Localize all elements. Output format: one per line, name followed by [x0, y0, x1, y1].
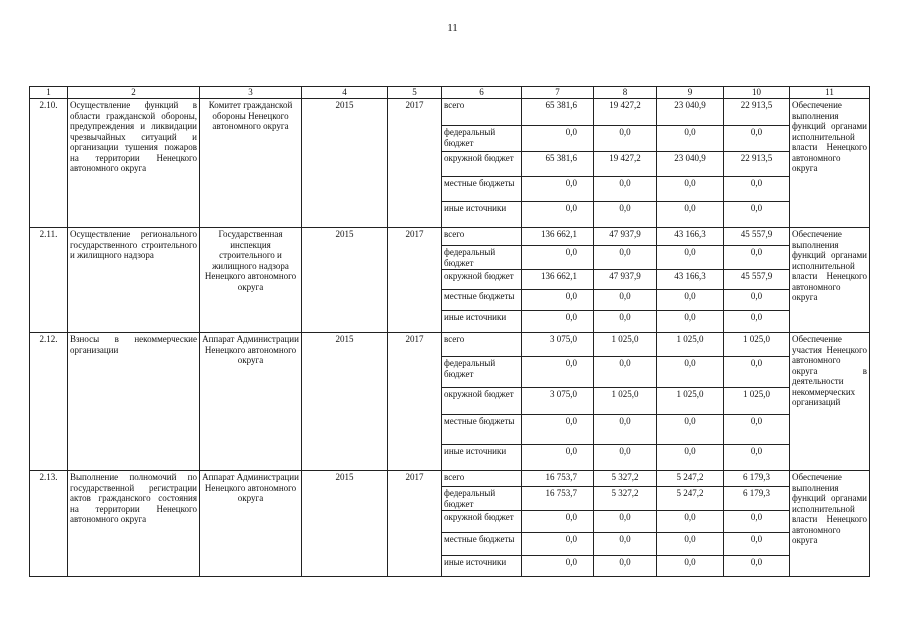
table-body [30, 87, 870, 577]
funding-amount: 136 662,1 [522, 270, 594, 290]
funding-amount: 0,0 [522, 415, 594, 445]
funding-source-label: всего [442, 333, 522, 357]
funding-amount: 47 937,9 [594, 228, 657, 246]
expected-result: Обеспечение выполнения функций органами исполнительной власти Ненецкого автономного округа [790, 99, 870, 228]
funding-amount: 0,0 [724, 445, 790, 471]
end-year: 2017 [388, 228, 442, 333]
column-header: 11 [790, 87, 870, 99]
funding-source-label: местные бюджеты [442, 290, 522, 311]
funding-amount: 5 247,2 [657, 471, 724, 487]
funding-amount: 0,0 [657, 311, 724, 333]
funding-amount: 45 557,9 [724, 270, 790, 290]
funding-amount: 23 040,9 [657, 152, 724, 177]
funding-amount: 0,0 [657, 126, 724, 152]
funding-source-label: федеральный бюджет [442, 246, 522, 270]
funding-amount: 0,0 [657, 290, 724, 311]
program-table [29, 86, 870, 577]
funding-amount: 43 166,3 [657, 270, 724, 290]
funding-amount: 3 075,0 [522, 333, 594, 357]
funding-amount: 0,0 [724, 311, 790, 333]
funding-source-label: иные источники [442, 556, 522, 577]
funding-amount: 0,0 [724, 246, 790, 270]
funding-amount: 136 662,1 [522, 228, 594, 246]
funding-amount: 0,0 [657, 533, 724, 556]
funding-amount: 0,0 [522, 445, 594, 471]
expected-result: Обеспечение выполнения функций органами исполнительной власти Ненецкого автономного округа [790, 471, 870, 577]
funding-amount: 16 753,7 [522, 487, 594, 511]
page-number: 11 [447, 22, 458, 34]
funding-amount: 0,0 [657, 556, 724, 577]
funding-amount: 0,0 [657, 246, 724, 270]
funding-amount: 0,0 [657, 357, 724, 388]
funding-amount: 0,0 [724, 511, 790, 533]
executor: Комитет гражданской обороны Ненецкого автономного округа [200, 99, 302, 228]
funding-amount: 5 327,2 [594, 487, 657, 511]
funding-amount: 1 025,0 [594, 388, 657, 415]
start-year: 2015 [302, 99, 388, 228]
table-row [30, 99, 870, 126]
funding-amount: 0,0 [657, 511, 724, 533]
activity-name: Выполнение полномочий по государственной регистрации актов гражданского состояния на территории Ненецкого автономного округа [68, 471, 200, 577]
funding-amount: 0,0 [522, 357, 594, 388]
column-header: 8 [594, 87, 657, 99]
funding-amount: 0,0 [724, 290, 790, 311]
funding-source-label: иные источники [442, 202, 522, 228]
funding-amount: 0,0 [522, 126, 594, 152]
funding-source-label: иные источники [442, 311, 522, 333]
executor: Государственная инспекция строительного и жилищного надзора Ненецкого автономного округа [200, 228, 302, 333]
funding-source-label: местные бюджеты [442, 533, 522, 556]
funding-amount: 5 247,2 [657, 487, 724, 511]
column-header: 5 [388, 87, 442, 99]
funding-amount: 0,0 [522, 177, 594, 202]
row-number: 2.11. [30, 228, 68, 333]
funding-amount: 0,0 [594, 311, 657, 333]
activity-name: Осуществление регионального государственного строительного и жилищного надзора [68, 228, 200, 333]
funding-amount: 0,0 [724, 357, 790, 388]
funding-amount: 1 025,0 [724, 333, 790, 357]
funding-amount: 1 025,0 [594, 333, 657, 357]
funding-amount: 0,0 [522, 533, 594, 556]
funding-amount: 22 913,5 [724, 152, 790, 177]
start-year: 2015 [302, 228, 388, 333]
column-header: 1 [30, 87, 68, 99]
funding-amount: 0,0 [594, 445, 657, 471]
funding-amount: 0,0 [657, 202, 724, 228]
funding-amount: 0,0 [724, 415, 790, 445]
funding-amount: 0,0 [724, 177, 790, 202]
funding-amount: 16 753,7 [522, 471, 594, 487]
column-header: 6 [442, 87, 522, 99]
funding-amount: 19 427,2 [594, 152, 657, 177]
start-year: 2015 [302, 333, 388, 471]
funding-source-label: всего [442, 471, 522, 487]
funding-amount: 0,0 [594, 415, 657, 445]
funding-amount: 23 040,9 [657, 99, 724, 126]
funding-amount: 0,0 [657, 445, 724, 471]
funding-amount: 0,0 [657, 177, 724, 202]
funding-source-label: местные бюджеты [442, 177, 522, 202]
funding-amount: 0,0 [522, 246, 594, 270]
funding-amount: 0,0 [594, 290, 657, 311]
funding-amount: 6 179,3 [724, 487, 790, 511]
column-header: 10 [724, 87, 790, 99]
funding-source-label: федеральный бюджет [442, 357, 522, 388]
funding-amount: 1 025,0 [657, 333, 724, 357]
end-year: 2017 [388, 471, 442, 577]
funding-amount: 65 381,6 [522, 152, 594, 177]
column-header: 2 [68, 87, 200, 99]
funding-amount: 0,0 [522, 290, 594, 311]
column-header: 3 [200, 87, 302, 99]
funding-source-label: всего [442, 99, 522, 126]
funding-amount: 43 166,3 [657, 228, 724, 246]
column-header: 9 [657, 87, 724, 99]
funding-source-label: федеральный бюджет [442, 487, 522, 511]
funding-amount: 19 427,2 [594, 99, 657, 126]
funding-amount: 22 913,5 [724, 99, 790, 126]
funding-source-label: местные бюджеты [442, 415, 522, 445]
funding-amount: 3 075,0 [522, 388, 594, 415]
table-row [30, 471, 870, 487]
row-number: 2.12. [30, 333, 68, 471]
funding-amount: 0,0 [594, 202, 657, 228]
table-row [30, 228, 870, 246]
funding-source-label: окружной бюджет [442, 270, 522, 290]
expected-result: Обеспечение участия Ненецкого автономного округа в деятельности некоммерческих организаций [790, 333, 870, 471]
funding-source-label: иные источники [442, 445, 522, 471]
funding-amount: 0,0 [594, 177, 657, 202]
funding-amount: 0,0 [594, 126, 657, 152]
funding-source-label: окружной бюджет [442, 511, 522, 533]
funding-amount: 0,0 [657, 415, 724, 445]
funding-amount: 1 025,0 [724, 388, 790, 415]
funding-amount: 0,0 [522, 511, 594, 533]
funding-amount: 47 937,9 [594, 270, 657, 290]
end-year: 2017 [388, 99, 442, 228]
table-row [30, 333, 870, 357]
column-numbers-row [30, 87, 870, 99]
funding-amount: 0,0 [724, 202, 790, 228]
funding-amount: 0,0 [594, 511, 657, 533]
funding-amount: 1 025,0 [657, 388, 724, 415]
start-year: 2015 [302, 471, 388, 577]
expected-result: Обеспечение выполнения функций органами исполнительной власти Ненецкого автономного округа [790, 228, 870, 333]
funding-amount: 0,0 [724, 533, 790, 556]
funding-amount: 0,0 [594, 533, 657, 556]
funding-amount: 0,0 [724, 556, 790, 577]
funding-amount: 0,0 [522, 556, 594, 577]
funding-amount: 0,0 [594, 556, 657, 577]
row-number: 2.10. [30, 99, 68, 228]
funding-amount: 5 327,2 [594, 471, 657, 487]
row-number: 2.13. [30, 471, 68, 577]
funding-source-label: окружной бюджет [442, 388, 522, 415]
funding-amount: 0,0 [522, 311, 594, 333]
column-header: 7 [522, 87, 594, 99]
funding-amount: 65 381,6 [522, 99, 594, 126]
funding-amount: 6 179,3 [724, 471, 790, 487]
funding-amount: 0,0 [522, 202, 594, 228]
funding-amount: 45 557,9 [724, 228, 790, 246]
activity-name: Осуществление функций в области гражданской обороны, предупреждения и ликвидации чрезвычайных ситуаций и организации тушения пожаров на территории Ненецкого автономного округа [68, 99, 200, 228]
end-year: 2017 [388, 333, 442, 471]
executor: Аппарат Администрации Ненецкого автономного округа [200, 471, 302, 577]
funding-source-label: федеральный бюджет [442, 126, 522, 152]
column-header: 4 [302, 87, 388, 99]
activity-name: Взносы в некоммерческие организации [68, 333, 200, 471]
funding-amount: 0,0 [594, 357, 657, 388]
executor: Аппарат Администрации Ненецкого автономного округа [200, 333, 302, 471]
funding-amount: 0,0 [724, 126, 790, 152]
funding-source-label: всего [442, 228, 522, 246]
funding-amount: 0,0 [594, 246, 657, 270]
funding-source-label: окружной бюджет [442, 152, 522, 177]
